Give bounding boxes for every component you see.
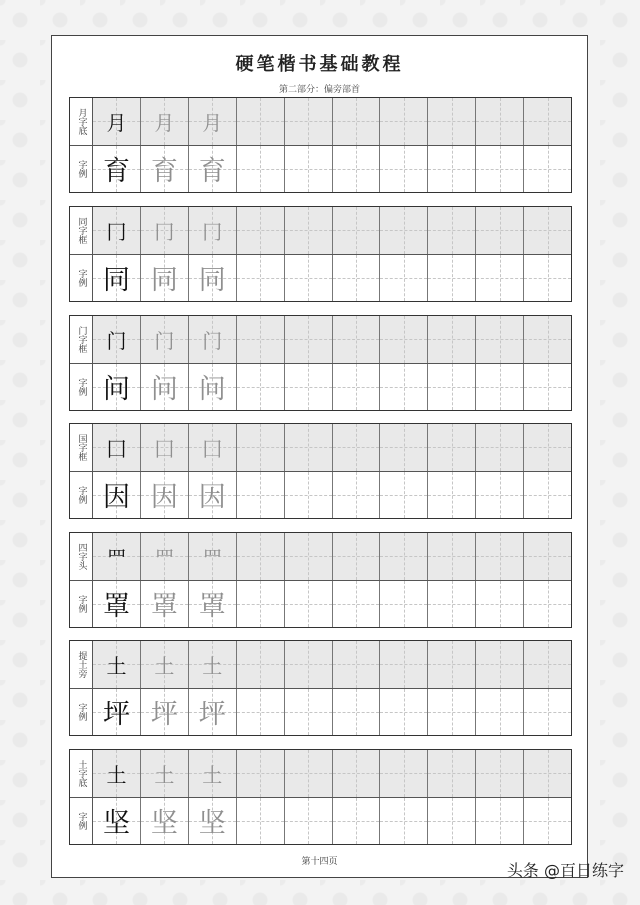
example-character: 育 [150, 156, 178, 188]
example-character: 罩 [198, 591, 226, 623]
blank-practice-cell[interactable] [332, 255, 380, 302]
blank-practice-cell[interactable] [284, 750, 332, 797]
example-model-cell [93, 581, 140, 628]
example-row [93, 688, 571, 736]
blank-practice-cell[interactable] [332, 581, 380, 628]
example-model-cell [93, 798, 140, 845]
practice-block [69, 532, 572, 628]
blank-practice-cell[interactable] [523, 424, 571, 471]
blank-practice-cell[interactable] [523, 146, 571, 193]
practice-block [69, 315, 572, 411]
radical-row [93, 98, 571, 145]
blank-practice-cell[interactable] [523, 750, 571, 797]
practice-grid [93, 750, 571, 844]
example-character: 育 [102, 156, 130, 188]
radical-character: 囗 [202, 436, 223, 461]
example-model-cell [93, 689, 140, 736]
blank-practice-cell[interactable] [379, 641, 427, 688]
example-label: 字例 [70, 471, 92, 519]
example-model-cell [93, 472, 140, 519]
blank-practice-cell[interactable] [332, 798, 380, 845]
block-label-column [70, 533, 93, 627]
block-label-column [70, 641, 93, 735]
blank-practice-cell[interactable] [379, 364, 427, 411]
blank-practice-cell[interactable] [284, 533, 332, 580]
radical-name-label: 门字框 [76, 325, 87, 353]
blank-practice-cell[interactable] [284, 689, 332, 736]
radical-row [93, 641, 571, 688]
radical-trace-cell [140, 316, 188, 363]
example-character: 坪 [198, 699, 226, 731]
blank-practice-cell[interactable] [332, 146, 380, 193]
example-trace-cell [188, 689, 236, 736]
blank-practice-cell[interactable] [427, 750, 475, 797]
blank-practice-cell[interactable] [475, 689, 523, 736]
radical-character: 月 [202, 110, 223, 135]
radical-model-cell [93, 207, 140, 254]
blank-practice-cell[interactable] [523, 98, 571, 145]
example-label: 字例 [70, 688, 92, 736]
blank-practice-cell[interactable] [236, 641, 284, 688]
blank-practice-cell[interactable] [523, 641, 571, 688]
blank-practice-cell[interactable] [379, 798, 427, 845]
radical-character: 土 [202, 653, 223, 678]
example-character: 同 [150, 265, 178, 297]
radical-trace-cell [188, 424, 236, 471]
radical-trace-cell [188, 98, 236, 145]
example-character: 坪 [150, 699, 178, 731]
radical-model-cell [93, 316, 140, 363]
example-trace-cell [140, 798, 188, 845]
blank-practice-cell[interactable] [475, 364, 523, 411]
blank-practice-cell[interactable] [236, 146, 284, 193]
blank-practice-cell[interactable] [523, 581, 571, 628]
blank-practice-cell[interactable] [427, 364, 475, 411]
example-row [93, 254, 571, 302]
blank-practice-cell[interactable] [236, 424, 284, 471]
example-character: 坚 [198, 808, 226, 840]
radical-name-label: 国字框 [76, 433, 87, 461]
radical-character: 罒 [202, 545, 223, 570]
blank-practice-cell[interactable] [284, 581, 332, 628]
blank-practice-cell[interactable] [427, 255, 475, 302]
example-row [93, 797, 571, 845]
blank-practice-cell[interactable] [284, 798, 332, 845]
practice-block [69, 423, 572, 519]
radical-name-label: 同字框 [76, 216, 87, 244]
radical-trace-cell [188, 750, 236, 797]
blank-practice-cell[interactable] [523, 316, 571, 363]
radical-trace-cell [140, 533, 188, 580]
example-row [93, 471, 571, 519]
radical-character: 门 [106, 328, 127, 353]
example-trace-cell [188, 364, 236, 411]
radical-model-cell [93, 750, 140, 797]
example-character: 因 [198, 482, 226, 514]
example-model-cell [93, 255, 140, 302]
blank-practice-cell[interactable] [475, 146, 523, 193]
blank-practice-cell[interactable] [379, 255, 427, 302]
example-character: 问 [198, 374, 226, 406]
example-trace-cell [188, 255, 236, 302]
blank-practice-cell[interactable] [332, 689, 380, 736]
example-character: 坪 [102, 699, 130, 731]
blank-practice-cell[interactable] [332, 472, 380, 519]
radical-character: 土 [154, 653, 175, 678]
blank-practice-cell[interactable] [332, 750, 380, 797]
radical-character: 囗 [106, 436, 127, 461]
radical-name-label: 提土旁 [76, 650, 87, 678]
blank-practice-cell[interactable] [475, 533, 523, 580]
blank-practice-cell[interactable] [475, 207, 523, 254]
example-trace-cell [188, 798, 236, 845]
example-trace-cell [140, 255, 188, 302]
block-label-column [70, 98, 93, 192]
practice-grid [93, 98, 571, 192]
blank-practice-cell[interactable] [236, 533, 284, 580]
blank-practice-cell[interactable] [475, 798, 523, 845]
blank-practice-cell[interactable] [427, 316, 475, 363]
page-subtitle: 第二部分：偏旁部首 [278, 85, 360, 95]
radical-trace-cell [188, 533, 236, 580]
radical-row [93, 316, 571, 363]
page-number: 第十四页 [301, 857, 338, 867]
example-trace-cell [188, 146, 236, 193]
practice-block [69, 206, 572, 302]
example-row [93, 580, 571, 628]
blank-practice-cell[interactable] [332, 364, 380, 411]
radical-name-label: 四字头 [76, 542, 87, 570]
practice-block [69, 640, 572, 736]
radical-trace-cell [188, 207, 236, 254]
blank-practice-cell[interactable] [284, 146, 332, 193]
radical-character: 月 [106, 110, 127, 135]
radical-model-cell [93, 424, 140, 471]
example-trace-cell [188, 581, 236, 628]
radical-character: 冂 [154, 219, 175, 244]
radical-character: 土 [202, 762, 223, 787]
blank-practice-cell[interactable] [379, 581, 427, 628]
blank-practice-cell[interactable] [427, 98, 475, 145]
example-character: 育 [198, 156, 226, 188]
practice-grid [93, 641, 571, 735]
example-label: 字例 [70, 797, 92, 845]
radical-name-label: 土字底 [76, 759, 87, 787]
blank-practice-cell[interactable] [332, 316, 380, 363]
radical-model-cell [93, 641, 140, 688]
blank-practice-cell[interactable] [379, 472, 427, 519]
example-model-cell [93, 364, 140, 411]
radical-trace-cell [188, 316, 236, 363]
example-character: 罩 [150, 591, 178, 623]
radical-character: 囗 [154, 436, 175, 461]
blank-practice-cell[interactable] [523, 364, 571, 411]
blank-practice-cell[interactable] [332, 98, 380, 145]
blank-practice-cell[interactable] [284, 255, 332, 302]
blank-practice-cell[interactable] [523, 255, 571, 302]
blank-practice-cell[interactable] [379, 316, 427, 363]
blank-practice-cell[interactable] [475, 316, 523, 363]
radical-character: 土 [154, 762, 175, 787]
blank-practice-cell[interactable] [427, 424, 475, 471]
radical-name-label: 月字底 [76, 107, 87, 135]
radical-character: 土 [106, 762, 127, 787]
blank-practice-cell[interactable] [332, 533, 380, 580]
example-character: 坚 [150, 808, 178, 840]
blank-practice-cell[interactable] [379, 533, 427, 580]
blank-practice-cell[interactable] [284, 472, 332, 519]
radical-character: 冂 [202, 219, 223, 244]
blank-practice-cell[interactable] [236, 798, 284, 845]
blank-practice-cell[interactable] [523, 533, 571, 580]
radical-trace-cell [140, 424, 188, 471]
example-row [93, 145, 571, 193]
practice-grid [93, 316, 571, 410]
blank-practice-cell[interactable] [475, 424, 523, 471]
radical-trace-cell [140, 750, 188, 797]
blank-practice-cell[interactable] [475, 641, 523, 688]
radical-trace-cell [140, 641, 188, 688]
example-row [93, 363, 571, 411]
blank-practice-cell[interactable] [379, 98, 427, 145]
radical-model-cell [93, 533, 140, 580]
blank-practice-cell[interactable] [475, 255, 523, 302]
blank-practice-cell[interactable] [236, 98, 284, 145]
practice-block [69, 97, 572, 193]
radical-trace-cell [188, 641, 236, 688]
example-trace-cell [140, 689, 188, 736]
blank-practice-cell[interactable] [523, 689, 571, 736]
radical-row [93, 750, 571, 797]
page-title: 硬笔楷书基础教程 [235, 54, 404, 75]
example-character: 罩 [102, 591, 130, 623]
example-character: 坚 [102, 808, 130, 840]
blank-practice-cell[interactable] [284, 207, 332, 254]
blank-practice-cell[interactable] [427, 689, 475, 736]
blank-practice-cell[interactable] [236, 207, 284, 254]
example-character: 问 [150, 374, 178, 406]
radical-trace-cell [140, 207, 188, 254]
radical-character: 土 [106, 653, 127, 678]
blank-practice-cell[interactable] [236, 750, 284, 797]
blank-practice-cell[interactable] [284, 424, 332, 471]
example-label: 字例 [70, 363, 92, 411]
example-label: 字例 [70, 580, 92, 628]
example-label: 字例 [70, 145, 92, 193]
blank-practice-cell[interactable] [284, 364, 332, 411]
practice-sheet [51, 35, 588, 878]
blank-practice-cell[interactable] [332, 641, 380, 688]
radical-row [93, 207, 571, 254]
example-label: 字例 [70, 254, 92, 302]
example-character: 因 [150, 482, 178, 514]
radical-row [93, 424, 571, 471]
example-model-cell [93, 146, 140, 193]
practice-grid [93, 533, 571, 627]
practice-grid [93, 424, 571, 518]
blank-practice-cell[interactable] [427, 533, 475, 580]
example-trace-cell [140, 472, 188, 519]
radical-character: 月 [154, 110, 175, 135]
watermark: 头条 @百日练字 [506, 861, 624, 880]
blank-practice-cell[interactable] [427, 146, 475, 193]
blank-practice-cell[interactable] [427, 472, 475, 519]
blank-practice-cell[interactable] [427, 581, 475, 628]
blank-practice-cell[interactable] [379, 750, 427, 797]
blank-practice-cell[interactable] [236, 581, 284, 628]
blank-practice-cell[interactable] [475, 98, 523, 145]
blank-practice-cell[interactable] [379, 424, 427, 471]
blank-practice-cell[interactable] [427, 798, 475, 845]
radical-character: 门 [154, 328, 175, 353]
blank-practice-cell[interactable] [332, 424, 380, 471]
blank-practice-cell[interactable] [236, 689, 284, 736]
blank-practice-cell[interactable] [236, 316, 284, 363]
example-character: 同 [102, 265, 130, 297]
blank-practice-cell[interactable] [284, 98, 332, 145]
practice-grid [93, 207, 571, 301]
blank-practice-cell[interactable] [332, 207, 380, 254]
blank-practice-cell[interactable] [523, 207, 571, 254]
blank-practice-cell[interactable] [379, 207, 427, 254]
practice-block [69, 749, 572, 845]
blank-practice-cell[interactable] [523, 798, 571, 845]
example-character: 同 [198, 265, 226, 297]
blank-practice-cell[interactable] [236, 364, 284, 411]
block-label-column [70, 424, 93, 518]
example-trace-cell [140, 364, 188, 411]
radical-trace-cell [140, 98, 188, 145]
block-label-column [70, 750, 93, 844]
radical-character: 门 [202, 328, 223, 353]
blank-practice-cell[interactable] [284, 641, 332, 688]
blank-practice-cell[interactable] [284, 316, 332, 363]
blank-practice-cell[interactable] [427, 641, 475, 688]
block-label-column [70, 207, 93, 301]
example-character: 因 [102, 482, 130, 514]
example-trace-cell [140, 581, 188, 628]
blank-practice-cell[interactable] [379, 146, 427, 193]
block-label-column [70, 316, 93, 410]
example-trace-cell [188, 472, 236, 519]
blank-practice-cell[interactable] [523, 472, 571, 519]
blank-practice-cell[interactable] [236, 255, 284, 302]
blank-practice-cell[interactable] [475, 750, 523, 797]
radical-character: 罒 [154, 545, 175, 570]
radical-model-cell [93, 98, 140, 145]
blank-practice-cell[interactable] [475, 472, 523, 519]
blank-practice-cell[interactable] [427, 207, 475, 254]
radical-row [93, 533, 571, 580]
radical-character: 冂 [106, 219, 127, 244]
blank-practice-cell[interactable] [379, 689, 427, 736]
blank-practice-cell[interactable] [236, 472, 284, 519]
radical-character: 罒 [106, 545, 127, 570]
example-trace-cell [140, 146, 188, 193]
example-character: 问 [102, 374, 130, 406]
blank-practice-cell[interactable] [475, 581, 523, 628]
